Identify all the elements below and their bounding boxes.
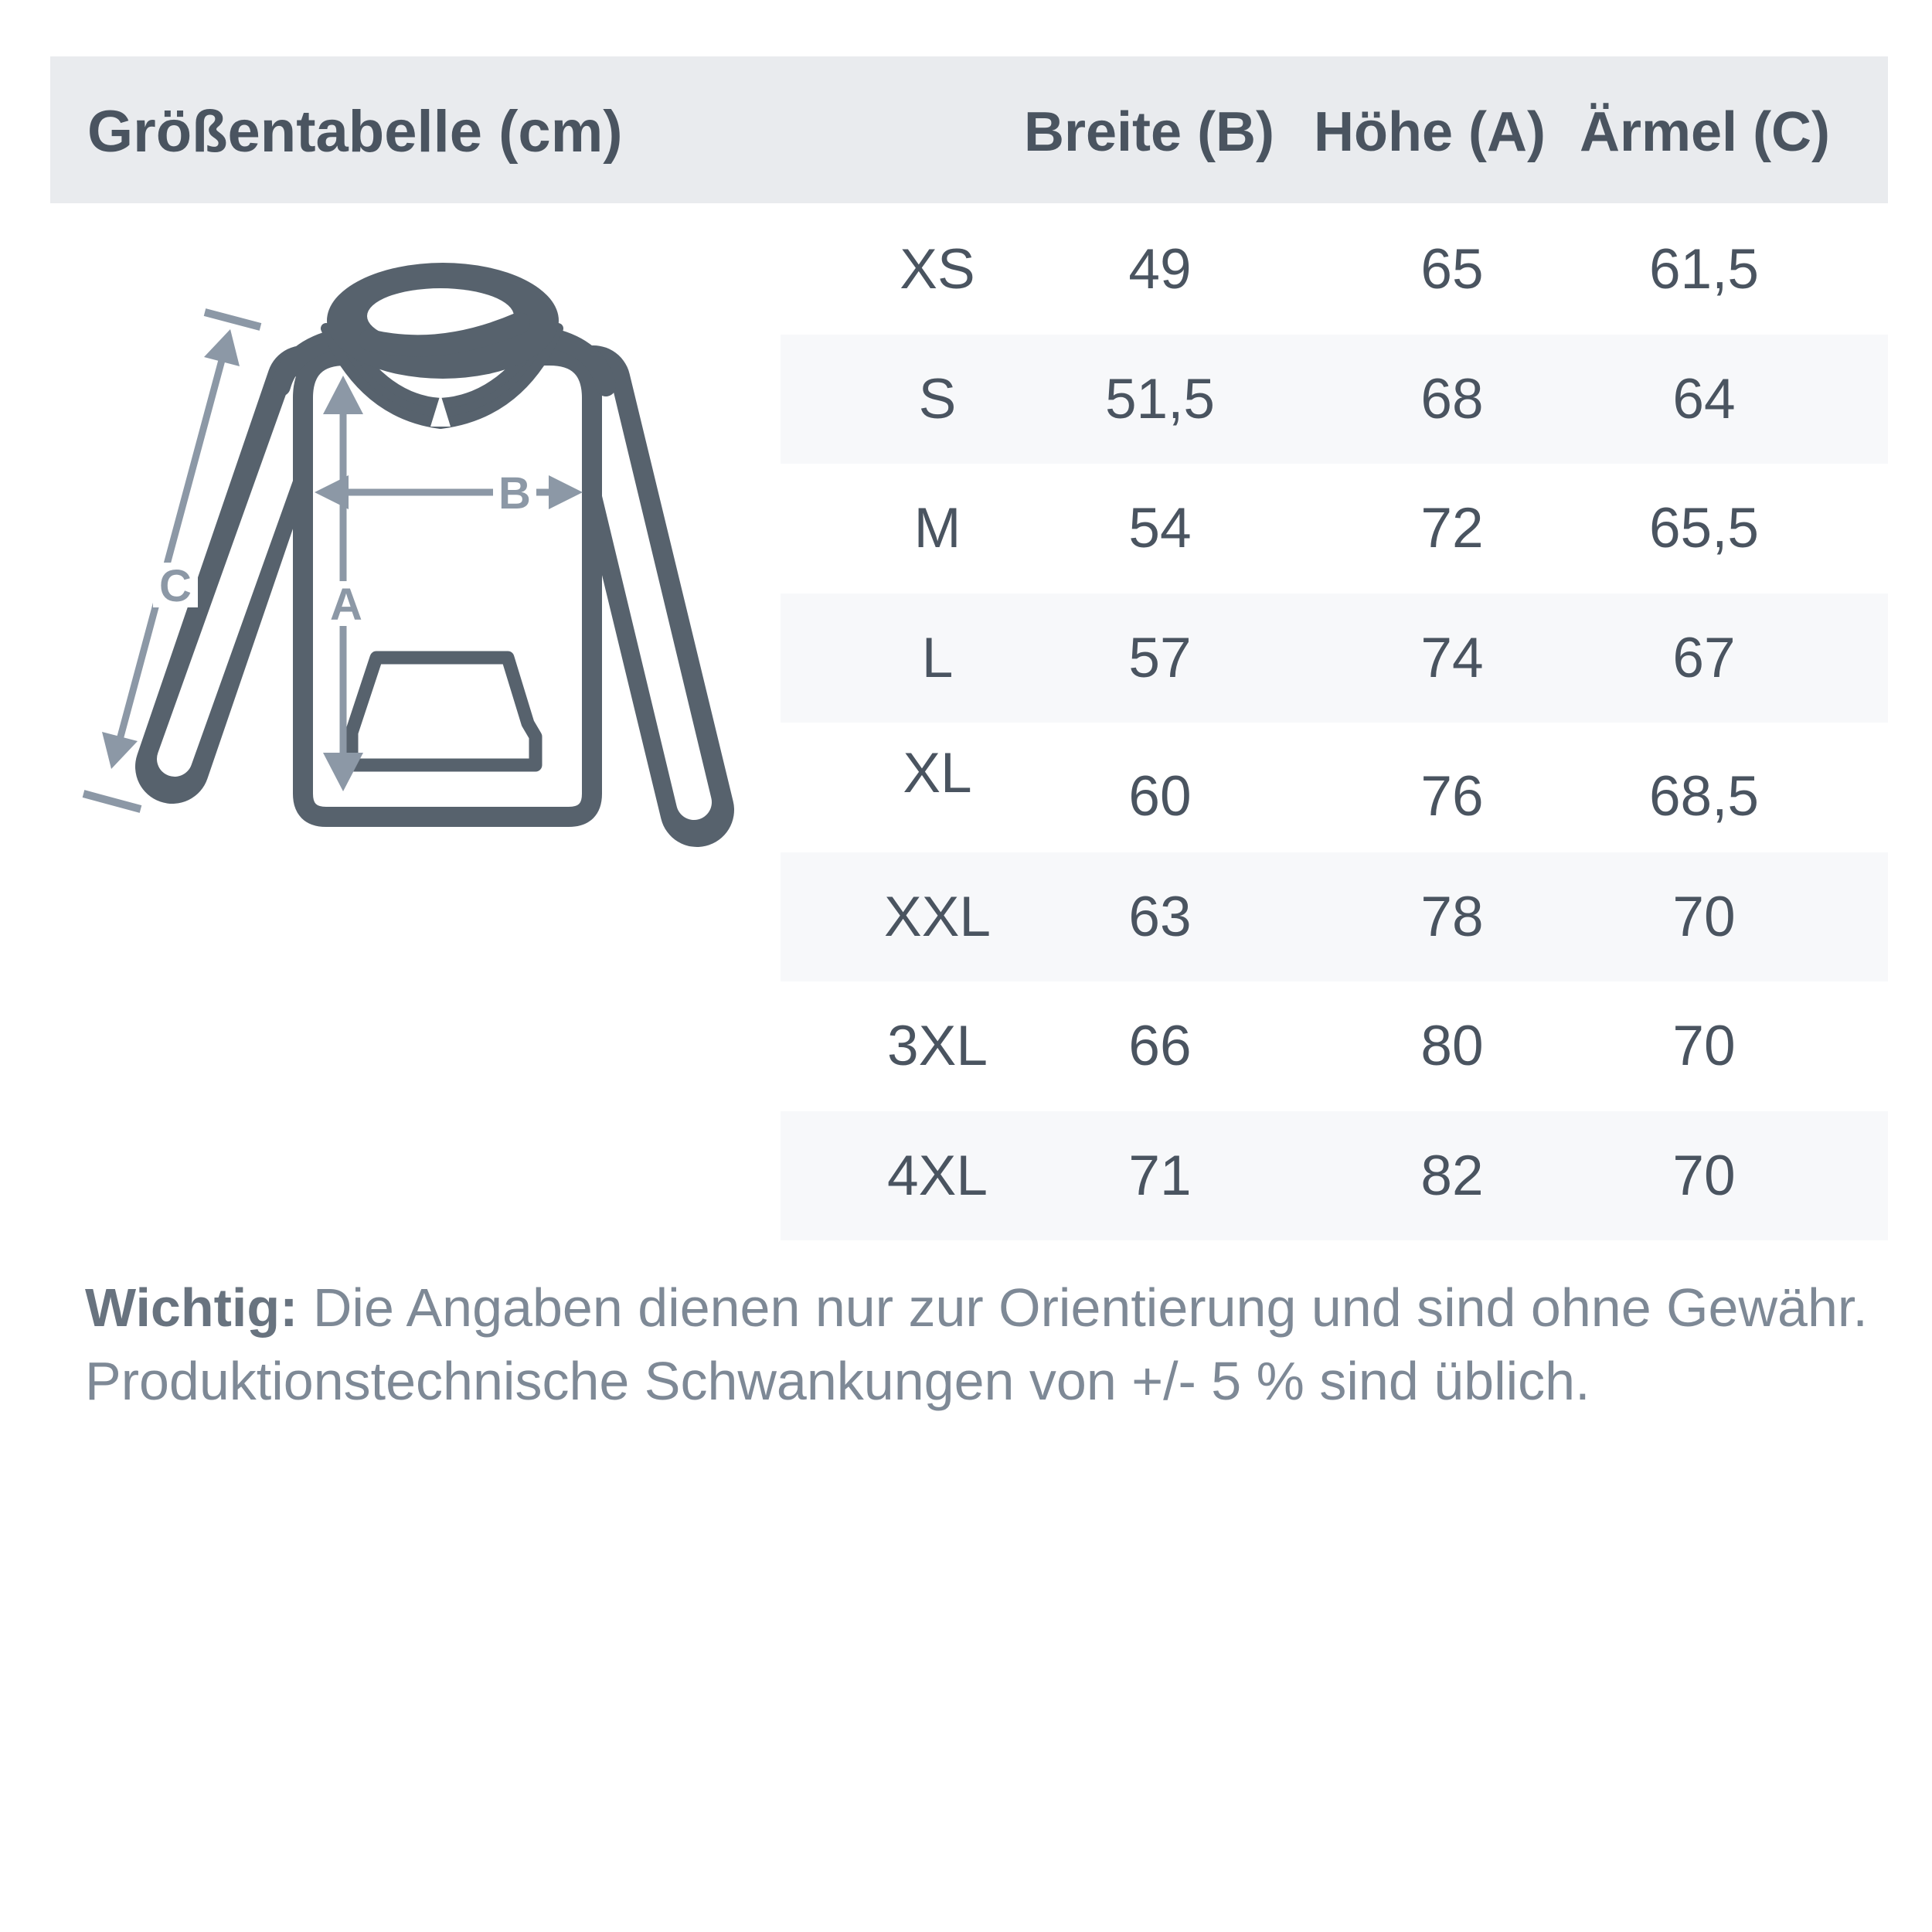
aermel-value: 65,5 — [1648, 497, 1760, 560]
column-header-hoehe: Höhe (A) — [1314, 101, 1546, 163]
breite-value: 66 — [1128, 1015, 1192, 1077]
aermel-value: 64 — [1672, 367, 1736, 430]
header-bar — [50, 56, 1888, 203]
dimension-label-c: C — [159, 561, 192, 611]
table-row-3xl — [781, 981, 1888, 1111]
hoehe-value: 78 — [1420, 885, 1484, 948]
aermel-value: 68,5 — [1648, 765, 1760, 828]
size-label: XS — [900, 238, 975, 301]
breite-value: 57 — [1128, 626, 1192, 689]
hoehe-value: 72 — [1420, 497, 1484, 560]
column-header-breite: Breite (B) — [1023, 101, 1275, 163]
breite-value: 63 — [1128, 885, 1192, 948]
hoehe-value: 68 — [1420, 367, 1484, 430]
disclaimer-line-1-text: Die Angaben dienen nur zur Orientierung und sind ohne Gewähr. — [298, 1277, 1868, 1338]
disclaimer-line-1 — [85, 1271, 1868, 1345]
size-label: XXL — [884, 885, 991, 948]
hoodie-diagram — [62, 224, 796, 866]
hoehe-value: 74 — [1420, 626, 1484, 689]
hoehe-value: 82 — [1420, 1144, 1484, 1207]
hoehe-value: 65 — [1420, 238, 1484, 301]
disclaimer-bold: Wichtig: — [85, 1277, 298, 1338]
hoehe-value: 80 — [1420, 1015, 1484, 1077]
size-table — [781, 205, 1888, 1240]
page-title: Größentabelle (cm) — [87, 99, 623, 165]
size-label: L — [921, 626, 954, 689]
breite-value: 54 — [1128, 497, 1192, 560]
size-label: M — [913, 497, 961, 560]
sleeve-right — [594, 383, 697, 810]
size-label: 4XL — [887, 1144, 988, 1207]
aermel-value: 70 — [1672, 1015, 1736, 1077]
dimension-label-a: A — [330, 580, 362, 630]
breite-value: 60 — [1128, 765, 1192, 828]
aermel-value: 70 — [1672, 1144, 1736, 1207]
table-row-xxl — [781, 852, 1888, 982]
size-label: XL — [903, 742, 972, 804]
size-label: S — [918, 367, 957, 430]
disclaimer-line-2: Produktionstechnische Schwankungen von +/- 5 % sind üblich. — [85, 1351, 1590, 1411]
hoehe-value: 76 — [1420, 765, 1484, 828]
aermel-value: 61,5 — [1648, 238, 1760, 301]
aermel-value: 70 — [1672, 885, 1736, 948]
table-row-xs — [781, 205, 1888, 335]
aermel-value: 67 — [1672, 626, 1736, 689]
breite-value: 71 — [1128, 1144, 1192, 1207]
pocket — [352, 658, 536, 765]
table-row-4xl — [781, 1111, 1888, 1241]
table-row-l — [781, 594, 1888, 723]
breite-value: 51,5 — [1104, 367, 1216, 430]
size-label: 3XL — [887, 1015, 988, 1077]
table-row-s — [781, 335, 1888, 464]
breite-value: 49 — [1128, 238, 1192, 301]
column-header-aermel: Ärmel (C) — [1579, 101, 1831, 163]
disclaimer-note — [85, 1271, 1868, 1418]
table-row-m — [781, 464, 1888, 594]
dimension-label-b: B — [498, 468, 531, 519]
table-row-xl — [781, 723, 1888, 852]
